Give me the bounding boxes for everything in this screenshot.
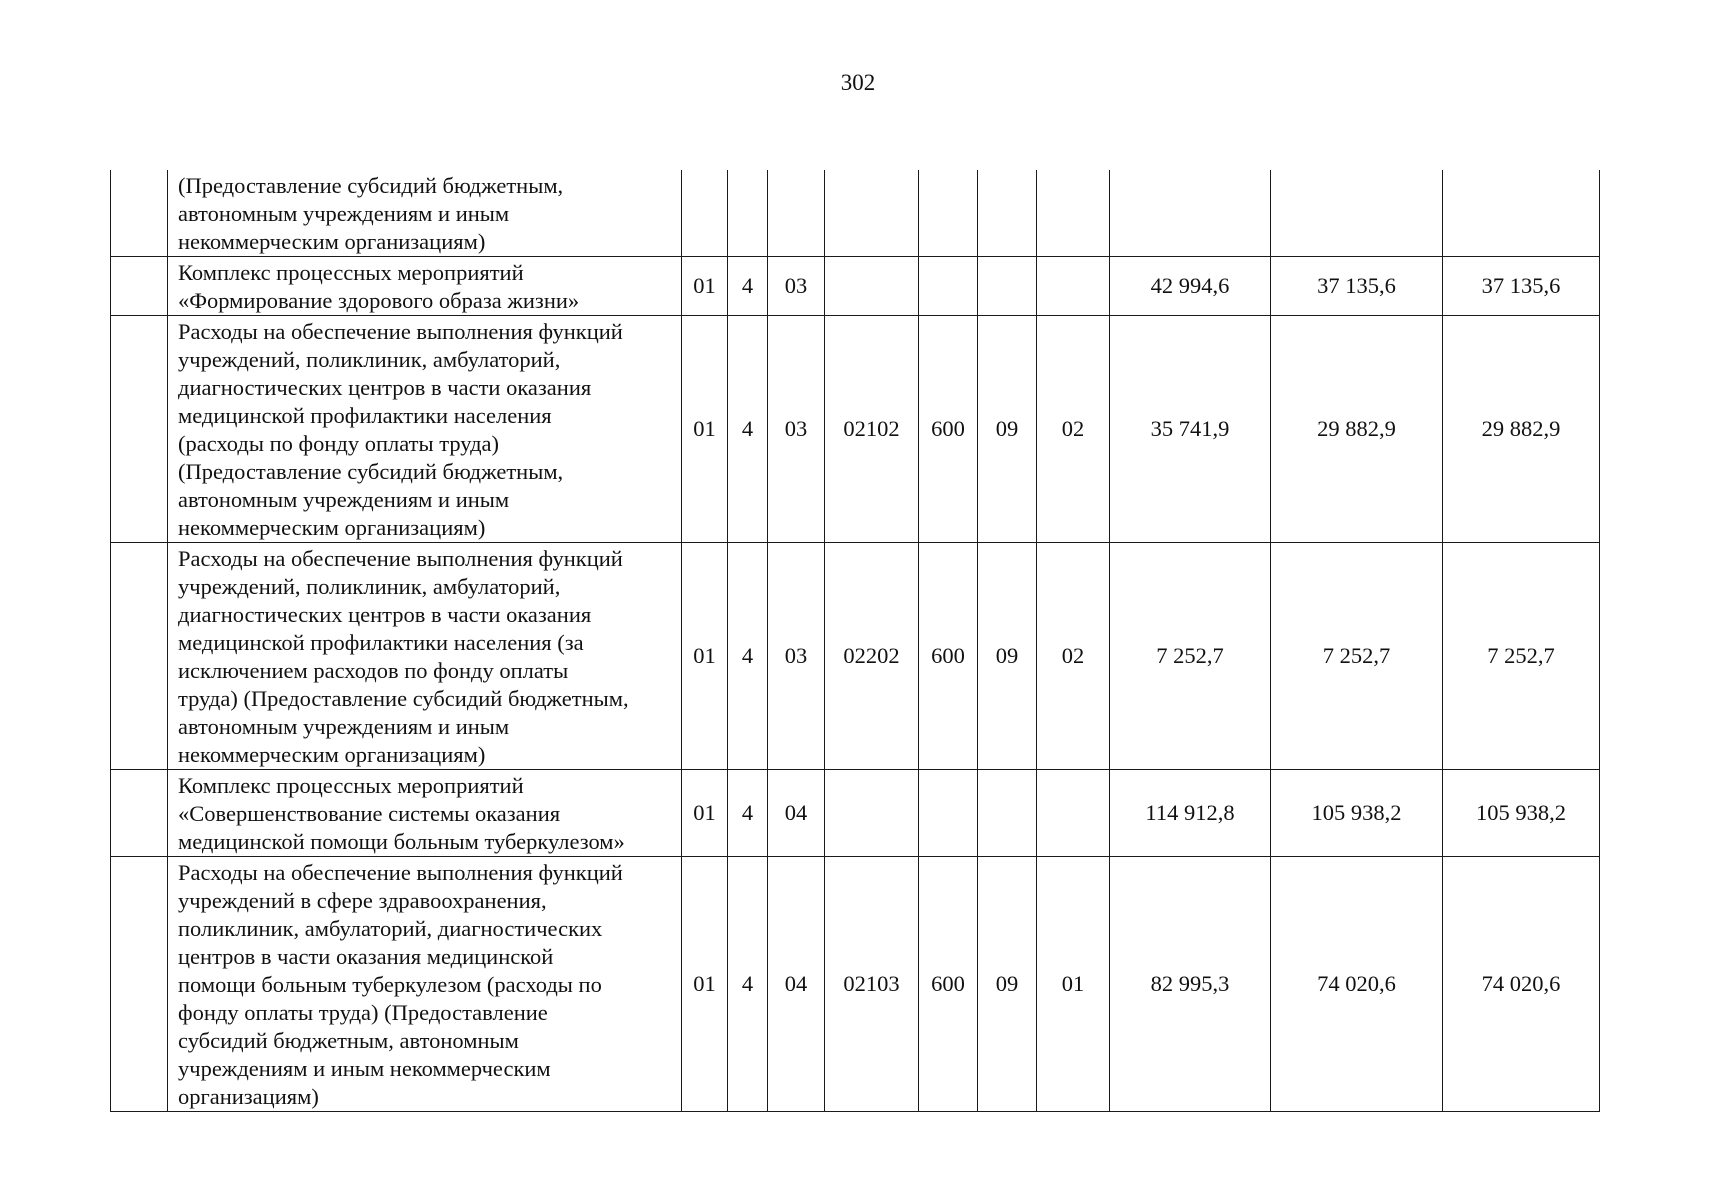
table-row xyxy=(111,770,1600,857)
description-cell: Комплекс процессных мероприятий «Совершенствование системы оказания медицинской помощи больным туберкулезом» xyxy=(168,770,682,857)
code-cell xyxy=(978,257,1037,316)
index-cell xyxy=(111,316,168,543)
code-cell: 4 xyxy=(728,257,768,316)
amount-cell: 37 135,6 xyxy=(1443,257,1600,316)
code-cell xyxy=(1037,770,1110,857)
code-cell xyxy=(919,257,978,316)
code-cell: 01 xyxy=(682,257,728,316)
budget-table xyxy=(110,170,1600,1112)
code-cell: 09 xyxy=(978,543,1037,770)
amount-cell: 29 882,9 xyxy=(1271,316,1443,543)
code-cell: 01 xyxy=(1037,857,1110,1112)
code-cell: 600 xyxy=(919,316,978,543)
code-cell: 01 xyxy=(682,543,728,770)
page-number: 302 xyxy=(840,70,876,95)
code-cell xyxy=(978,170,1037,257)
code-cell: 4 xyxy=(728,316,768,543)
code-cell: 04 xyxy=(768,770,825,857)
code-cell: 03 xyxy=(768,543,825,770)
code-cell: 03 xyxy=(768,257,825,316)
table-row xyxy=(111,857,1600,1112)
amount-cell xyxy=(1443,170,1600,257)
code-cell: 02102 xyxy=(825,316,919,543)
index-cell xyxy=(111,543,168,770)
code-cell: 01 xyxy=(682,857,728,1112)
code-cell xyxy=(825,170,919,257)
code-cell: 02 xyxy=(1037,543,1110,770)
code-cell xyxy=(1037,257,1110,316)
code-cell: 02202 xyxy=(825,543,919,770)
code-cell: 4 xyxy=(728,857,768,1112)
code-cell: 600 xyxy=(919,857,978,1112)
code-cell xyxy=(919,170,978,257)
code-cell: 01 xyxy=(682,770,728,857)
table-row xyxy=(111,257,1600,316)
amount-cell: 37 135,6 xyxy=(1271,257,1443,316)
code-cell xyxy=(768,170,825,257)
amount-cell: 82 995,3 xyxy=(1110,857,1271,1112)
code-cell: 600 xyxy=(919,543,978,770)
code-cell xyxy=(682,170,728,257)
code-cell: 09 xyxy=(978,857,1037,1112)
code-cell xyxy=(919,770,978,857)
code-cell: 4 xyxy=(728,543,768,770)
code-cell: 02 xyxy=(1037,316,1110,543)
amount-cell: 7 252,7 xyxy=(1110,543,1271,770)
code-cell xyxy=(825,257,919,316)
amount-cell: 7 252,7 xyxy=(1443,543,1600,770)
code-cell: 02103 xyxy=(825,857,919,1112)
description-cell: Комплекс процессных мероприятий «Формирование здорового образа жизни» xyxy=(168,257,682,316)
table-row xyxy=(111,170,1600,257)
description-cell: Расходы на обеспечение выполнения функций учреждений в сфере здравоохранения, поликлиник, амбулаторий, диагностических центров в части оказания медицинской помощи больным туберкулезом (расходы по фонду оплаты труда) (Предоставление субсидий бюджетным, автономным учреждениям и иным некоммерческим организациям) xyxy=(168,857,682,1112)
code-cell: 09 xyxy=(978,316,1037,543)
index-cell xyxy=(111,170,168,257)
code-cell: 4 xyxy=(728,770,768,857)
amount-cell: 105 938,2 xyxy=(1271,770,1443,857)
code-cell xyxy=(825,770,919,857)
index-cell xyxy=(111,257,168,316)
description-cell: Расходы на обеспечение выполнения функций учреждений, поликлиник, амбулаторий, диагностических центров в части оказания медицинской профилактики населения (за исключением расходов по фонду оплаты труда) (Предоставление субсидий бюджетным, автономным учреждениям и иным некоммерческим организациям) xyxy=(168,543,682,770)
code-cell: 03 xyxy=(768,316,825,543)
table-row xyxy=(111,316,1600,543)
code-cell xyxy=(1037,170,1110,257)
amount-cell: 35 741,9 xyxy=(1110,316,1271,543)
amount-cell: 7 252,7 xyxy=(1271,543,1443,770)
amount-cell: 105 938,2 xyxy=(1443,770,1600,857)
index-cell xyxy=(111,857,168,1112)
amount-cell: 29 882,9 xyxy=(1443,316,1600,543)
amount-cell xyxy=(1271,170,1443,257)
amount-cell xyxy=(1110,170,1271,257)
description-cell: (Предоставление субсидий бюджетным, автономным учреждениям и иным некоммерческим организациям) xyxy=(168,170,682,257)
index-cell xyxy=(111,770,168,857)
code-cell: 04 xyxy=(768,857,825,1112)
code-cell: 01 xyxy=(682,316,728,543)
code-cell xyxy=(728,170,768,257)
table-row xyxy=(111,543,1600,770)
code-cell xyxy=(978,770,1037,857)
amount-cell: 114 912,8 xyxy=(1110,770,1271,857)
amount-cell: 42 994,6 xyxy=(1110,257,1271,316)
description-cell: Расходы на обеспечение выполнения функций учреждений, поликлиник, амбулаторий, диагностических центров в части оказания медицинской профилактики населения (расходы по фонду оплаты труда) (Предоставление субсидий бюджетным, автономным учреждениям и иным некоммерческим организациям) xyxy=(168,316,682,543)
amount-cell: 74 020,6 xyxy=(1271,857,1443,1112)
amount-cell: 74 020,6 xyxy=(1443,857,1600,1112)
